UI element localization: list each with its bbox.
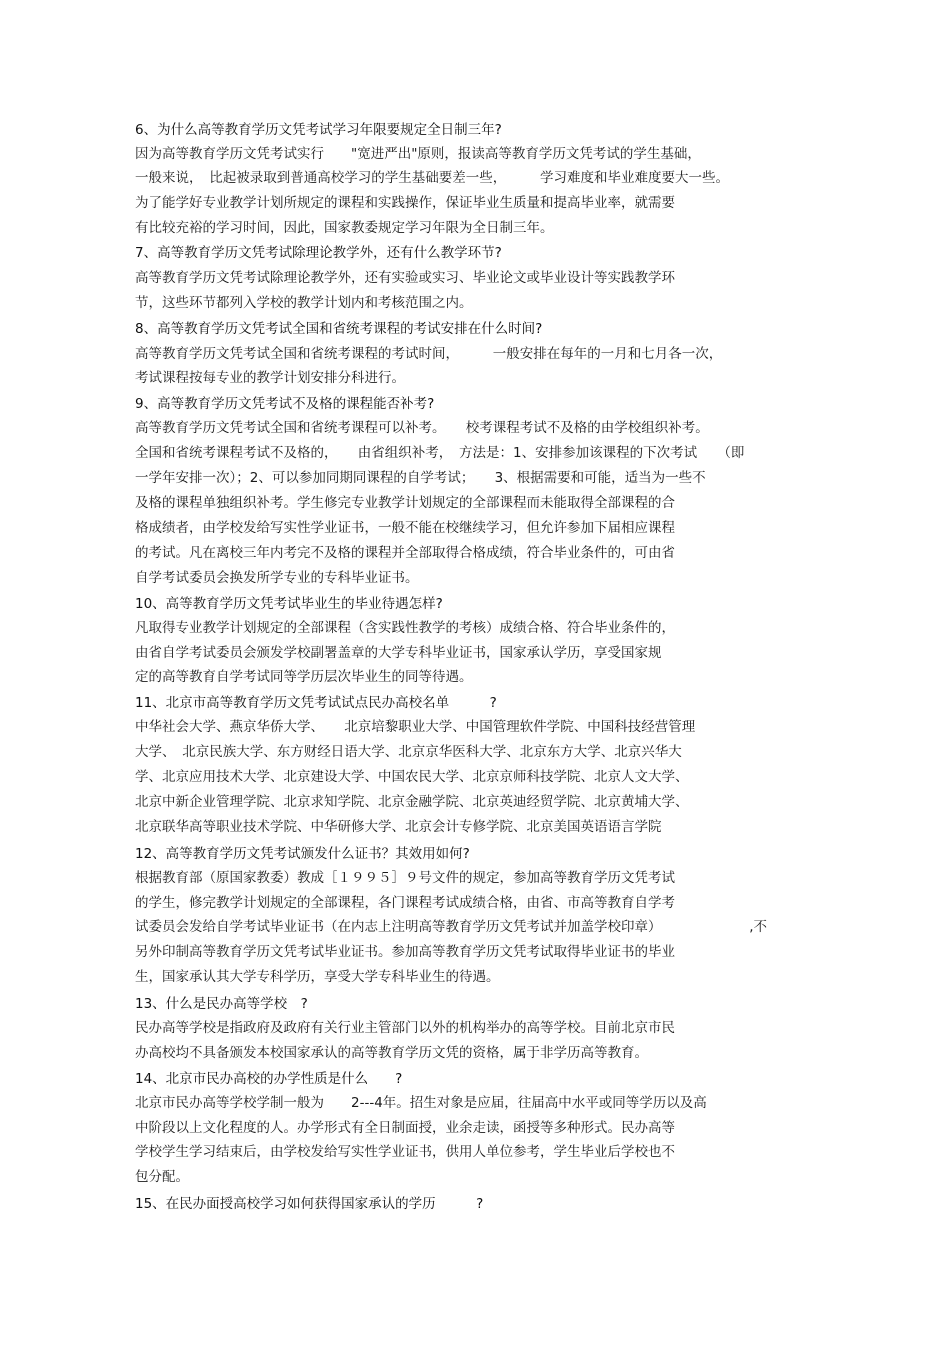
answer-8-line-1: 高等教育学历文凭考试全国和省统考课程的考试时间， 一般安排在每年的一月和七月各一次， bbox=[135, 346, 723, 362]
question-12-heading: 12、高等教育学历文凭考试颁发什么证书？其效用如何? bbox=[135, 846, 470, 862]
answer-14-line-1: 北京市民办高等学校学制一般为 2---4年。招生对象是应届，往届高中水平或同等学历以及高 bbox=[135, 1095, 707, 1111]
answer-14-line-2: 中阶段以上文化程度的人。办学形式有全日制面授，业余走读，函授等多种形式。民办高等 bbox=[135, 1120, 675, 1136]
answer-14-line-4: 包分配。 bbox=[135, 1169, 189, 1185]
question-14-heading: 14、北京市民办高校的办学性质是什么 ? bbox=[135, 1071, 403, 1087]
answer-6-line-3: 为了能学好专业教学计划所规定的课程和实践操作，保证毕业生质量和提高毕业率，就需要 bbox=[135, 195, 675, 211]
answer-10-line-1: 凡取得专业教学计划规定的全部课程（含实践性教学的考核）成绩合格、符合毕业条件的， bbox=[135, 620, 675, 636]
answer-11-line-4: 北京中新企业管理学院、北京求知学院、北京金融学院、北京英迪经贸学院、北京黄埔大学、 bbox=[135, 794, 689, 810]
answer-9-line-7: 自学考试委员会换发所学专业的专科毕业证书。 bbox=[135, 570, 419, 586]
question-11-heading: 11、北京市高等教育学历文凭考试试点民办高校名单 ? bbox=[135, 695, 497, 711]
answer-14-line-3: 学校学生学习结束后，由学校发给写实性学业证书，供用人单位参考，学生毕业后学校也不 bbox=[135, 1144, 675, 1160]
question-10-heading: 10、高等教育学历文凭考试毕业生的毕业待遇怎样? bbox=[135, 596, 443, 612]
answer-12-line-1: 根据教育部（原国家教委）教成［１９９５］９号文件的规定，参加高等教育学历文凭考试 bbox=[135, 870, 675, 886]
question-7-heading: 7、高等教育学历文凭考试除理论教学外，还有什么教学环节? bbox=[135, 245, 502, 261]
answer-9-line-3: 一学年安排一次）；2、可以参加同期同课程的自学考试； 3、根据需要和可能，适当为一些不 bbox=[135, 470, 706, 486]
question-6-heading: 6、为什么高等教育学历文凭考试学习年限要规定全日制三年? bbox=[135, 122, 502, 138]
answer-9-line-6: 的考试。凡在离校三年内考完不及格的课程并全部取得合格成绩，符合毕业条件的，可由省 bbox=[135, 545, 675, 561]
answer-6-line-4: 有比较充裕的学习时间，因此，国家教委规定学习年限为全日制三年。 bbox=[135, 220, 554, 236]
answer-12-line-2: 的学生，修完教学计划规定的全部课程，各门课程考试成绩合格，由省、市高等教育自学考 bbox=[135, 895, 675, 911]
answer-12-line-3: 试委员会发给自学考试毕业证书（在内志上注明高等教育学历文凭考试并加盖学校印章） ,不 bbox=[135, 919, 768, 935]
answer-10-line-3: 定的高等教育自学考试同等学历层次毕业生的同等待遇。 bbox=[135, 669, 473, 685]
question-15-heading: 15、在民办面授高校学习如何获得国家承认的学历 ? bbox=[135, 1196, 484, 1212]
answer-11-line-5: 北京联华高等职业技术学院、中华研修大学、北京会计专修学院、北京美国英语语言学院 bbox=[135, 819, 662, 835]
answer-6-line-1: 因为高等教育学历文凭考试实行 "宽进严出"原则，报读高等教育学历文凭考试的学生基础， bbox=[135, 146, 701, 162]
answer-11-line-2: 大学、 北京民族大学、东方财经日语大学、北京京华医科大学、北京东方大学、北京兴华大 bbox=[135, 744, 682, 760]
answer-11-line-1: 中华社会大学、燕京华侨大学、 北京培黎职业大学、中国管理软件学院、中国科技经营管理 bbox=[135, 719, 696, 735]
answer-12-line-4: 另外印制高等教育学历文凭考试毕业证书。参加高等教育学历文凭考试取得毕业证书的毕业 bbox=[135, 944, 675, 960]
answer-11-line-3: 学、北京应用技术大学、北京建设大学、中国农民大学、北京京师科技学院、北京人文大学、 bbox=[135, 769, 689, 785]
answer-10-line-2: 由省自学考试委员会颁发学校副署盖章的大学专科毕业证书，国家承认学历，享受国家规 bbox=[135, 645, 662, 661]
question-13-heading: 13、什么是民办高等学校 ? bbox=[135, 996, 308, 1012]
answer-9-line-2: 全国和省统考课程考试不及格的， 由省组织补考， 方法是：1、安排参加该课程的下次考试 （即 bbox=[135, 445, 745, 461]
answer-9-line-4: 及格的课程单独组织补考。学生修完专业教学计划规定的全部课程而未能取得全部课程的合 bbox=[135, 495, 675, 511]
answer-13-line-1: 民办高等学校是指政府及政府有关行业主管部门以外的机构举办的高等学校。目前北京市民 bbox=[135, 1020, 675, 1036]
question-8-heading: 8、高等教育学历文凭考试全国和省统考课程的考试安排在什么时间? bbox=[135, 321, 543, 337]
answer-7-line-1: 高等教育学历文凭考试除理论教学外，还有实验或实习、毕业论文或毕业设计等实践教学环 bbox=[135, 270, 675, 286]
answer-6-line-2: 一般来说， 比起被录取到普通高校学习的学生基础要差一些， 学习难度和毕业难度要大一些。 bbox=[135, 170, 729, 186]
answer-8-line-2: 考试课程按每专业的教学计划安排分科进行。 bbox=[135, 370, 405, 386]
answer-13-line-2: 办高校均不具备颁发本校国家承认的高等教育学历文凭的资格，属于非学历高等教育。 bbox=[135, 1045, 648, 1061]
question-9-heading: 9、高等教育学历文凭考试不及格的课程能否补考? bbox=[135, 396, 435, 412]
answer-9-line-1: 高等教育学历文凭考试全国和省统考课程可以补考。 校考课程考试不及格的由学校组织补考。 bbox=[135, 420, 709, 436]
answer-12-line-5: 生，国家承认其大学专科学历，享受大学专科毕业生的待遇。 bbox=[135, 969, 500, 985]
answer-7-line-2: 节，这些环节都列入学校的教学计划内和考核范围之内。 bbox=[135, 295, 473, 311]
answer-9-line-5: 格成绩者，由学校发给写实性学业证书，一般不能在校继续学习，但允许参加下届相应课程 bbox=[135, 520, 675, 536]
